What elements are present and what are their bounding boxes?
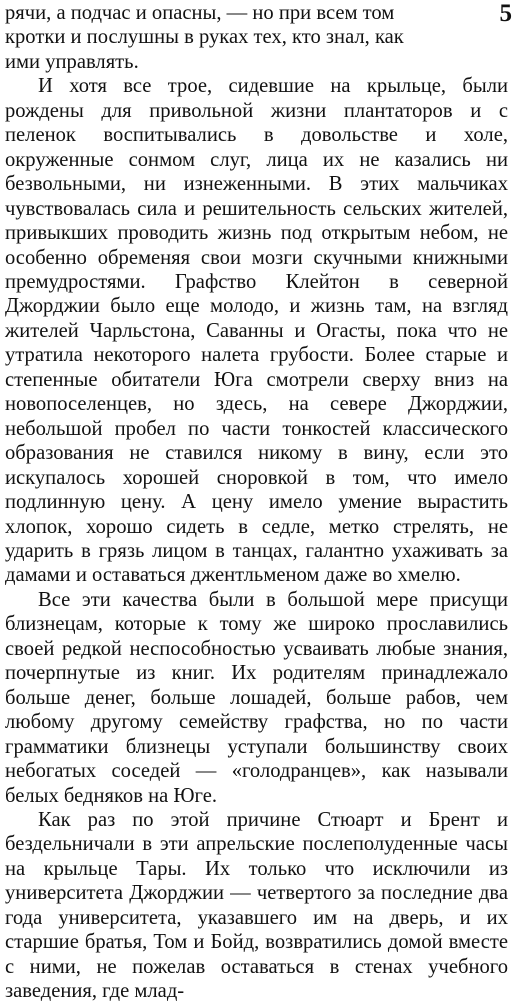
page-number: 5 — [499, 0, 512, 27]
paragraph: Все эти качества были в большой мере присущи близнецам, которые к тому же широко прославились своей редкой неспособностью усваивать любые знания, почерпнутые из книг. Их родителям принадлежало больше денег, больше лошадей, больше рабов, чем любому другому семейству графства, но по части грамматики близнецы уступали большинству своих небогатых соседей — «голодранцев», как называли белых бедняков на Юге. — [5, 588, 508, 807]
paragraph-continued: рячи, а подчас и опасны, — но при всем том кротки и послушны в руках тех, кто знал, как ими управлять. — [5, 2, 404, 73]
body-text — [5, 1, 508, 1004]
paragraph: И хотя все трое, сидевшие на крыльце, были рождены для привольной жизни плантаторов и с пеленок воспитывались в довольстве и холе, окруженные сонмом слуг, лица их не казались ни безвольными, ни изнеженными. В этих мальчиках чувствовалась сила и решительность сельских жителей, привыкших проводить жизнь под открытым небом, не особенно обременяя свои мозги скучными книжными премудростями. Графство Клейтон в северной Джорджии было еще молодо, и жизнь там, на взгляд жителей Чарльстона, Саванны и Огасты, пока что не утратила некоторого налета грубости. Более старые и степенные обитатели Юга смотрели сверху вниз на новопоселенцев, но здесь, на севере Джорджии, небольшой пробел по части тонкостей классического образования не ставился никому в вину, если это искупалось хорошей сноровкой в том, что имело подлинную цену. А цену имело умение вырастить хлопок, хорошо сидеть в седле, метко стрелять, не ударить в грязь лицом в танцах, галантно ухаживать за дамами и оставаться джентльменом даже во хмелю. — [5, 75, 508, 587]
paragraph: Как раз по этой причине Стюарт и Брент и бездельничали в эти апрельские послеполуденные часы на крыльце Тары. Их только что исключили из университета Джорджии — четвертого за последние два года университета, указавшего им на дверь, и их старшие братья, Том и Бойд, возвратились домой вместе с ними, не пожелав оставаться в стенах учебного заведения, где млад- — [5, 808, 508, 1003]
